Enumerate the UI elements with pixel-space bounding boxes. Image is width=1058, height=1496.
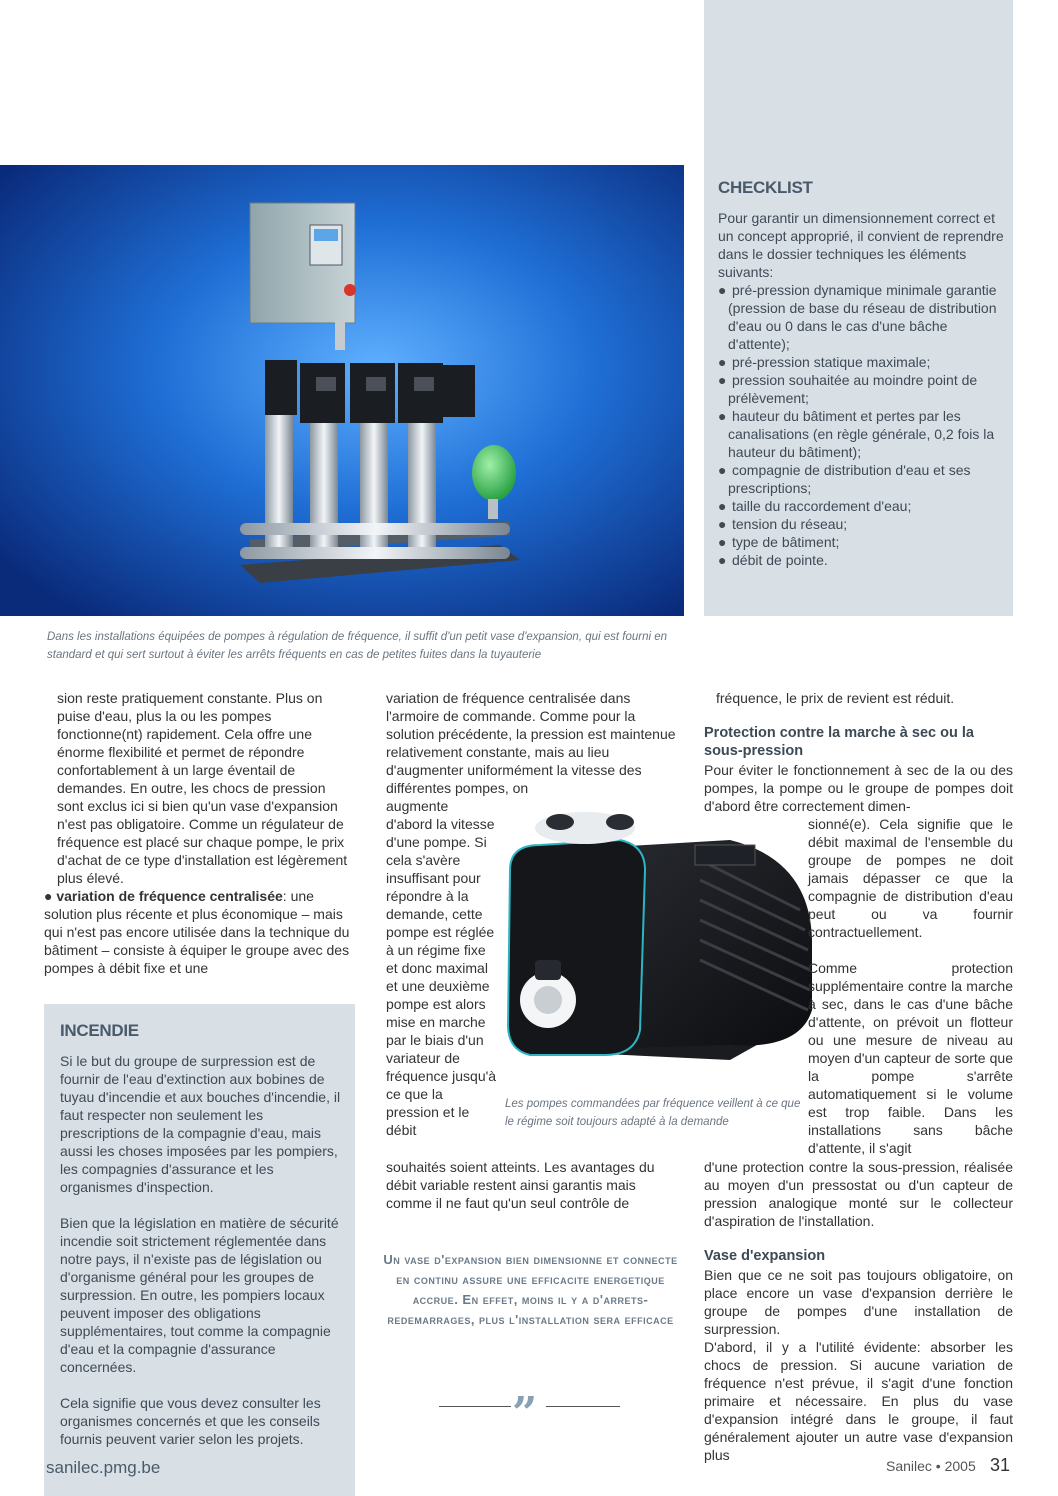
checklist-item-text: pré-pression statique maximale; (732, 354, 931, 370)
col3-p1d: d'une protection contre la sous-pression, réalisée au moyen d'un pressostat ou d'un capteur de pression analogique monté sur le collecteur d'aspiration de l'installation. (704, 1159, 1013, 1229)
footer-website[interactable]: sanilec.pmg.be (46, 1458, 161, 1477)
checklist-item-text: pré-pression dynamique minimale garantie (pression de base du réseau de distribution d'eau ou 0 dans le cas d'une bâche d'attente); (728, 282, 997, 352)
checklist-item (718, 551, 1004, 569)
checklist-items (718, 281, 1004, 569)
checklist-item (718, 515, 1004, 533)
col3-p1b: sionné(e). Cela signifie que le débit maximal de l'ensemble du groupe de pompes ne doit jamais dépasser ce que la compagnie de distribution d'eau peut ou va fournir contractuellement. (808, 816, 1013, 940)
col3-p1a: Pour éviter le fonctionnement à sec de la ou des pompes, la pompe ou le groupe de pompes doit d'abord être correctement dimen- (704, 762, 1013, 814)
col1-bullet: ● (44, 888, 53, 904)
incendie-p1: Si le but du groupe de surpression est de fournir de l'eau d'extinction aux bobines de tuyau d'incendie et aux bouches d'incendie, il faut respecter non seulement les prescriptions de la compagnie d'eau, mais aussi les choses imposées par les pompiers, les compagnies d'assurance et les organismes d'inspection. (60, 1053, 341, 1195)
column-1 (44, 689, 353, 977)
col2-narrow: augmente d'abord la vitesse d'une pompe. Si cela s'avère insuffisant pour répondre à la demande, cette pompe est réglée à un régime fixe et donc maximal et une deuxième pompe est alors mise en marche par le biais d'un variateur de fréquence jusqu'à ce que la pression et le débit (386, 798, 497, 1138)
bullet-icon: ● (718, 516, 727, 532)
frequency-pump-photo (500, 800, 820, 1095)
bullet-icon: ● (718, 552, 727, 568)
bullet-icon: ● (718, 462, 727, 478)
checklist-item-text: type de bâtiment; (732, 534, 840, 550)
incendie-p2: Bien que la législation en matière de sécurité incendie soit strictement réglementée dans notre pays, il n'existe pas de législation ou d'organisme général pour les groupes de surpression. En outre, les pompiers locaux peuvent imposer des obligations supplémentaires, tout comme la compagnie d'eau et la compagnie d'assurance concernées. (60, 1215, 339, 1375)
checklist-item-text: pression souhaitée au moindre point de prélèvement; (728, 372, 978, 406)
main-photo-caption: Dans les installations équipées de pompes à régulation de fréquence, il suffit d'un petit vase d'expansion, qui est fourni en standard et qui sert surtout à éviter les arrêts fréquents en cas de petites fuites dans la tuyauterie (47, 631, 668, 661)
checklist-body (718, 209, 1004, 569)
checklist-item-text: compagnie de distribution d'eau et ses prescriptions; (728, 462, 971, 496)
bullet-icon: ● (718, 282, 727, 298)
expansion-tank (472, 445, 516, 501)
col3-top: fréquence, le prix de revient est réduit. (716, 690, 955, 706)
checklist-item (718, 281, 1004, 353)
bullet-icon: ● (718, 498, 727, 514)
bullet-icon: ● (718, 372, 727, 388)
col2-top: variation de fréquence centralisée dans l'armoire de commande. Comme pour la solution précédente, la pression est maintenue relativement constante, mais au lieu d'augmenter uniformément la vitesse des différentes pompes, on (386, 690, 676, 796)
col1-text: sion reste pratiquement constante. Plus on puise d'eau, plus la ou les pompes fonctionne(nt) rapidement. Cela offre une énorme flexibilité et permet de répondre confortablement à un large éventail de demandes. En outre, les chocs de pression sont exclus ici si bien qu'un vase d'expansion n'est pas obligatoire. Comme un régulateur de fréquence est placé sur chaque pompe, le prix d'achat de ce type d'installation est légèrement plus élevé. (57, 690, 348, 886)
pull-quote: Un vase d'expansion bien dimensionne et connecte en continu assure une efficacite energetique accrue. En effet, moins il y a d'arrets-redemarrages, plus l'installation sera efficace (383, 1252, 678, 1327)
col1-bullet-bold: variation de fréquence centralisée (56, 888, 283, 904)
incendie-body (60, 1052, 344, 1466)
quote-mark-icon: ” (512, 1388, 538, 1439)
col2-bottom: souhaités soient atteints. Les avantages du débit variable restent ainsi garantis mais comme il ne faut qu'un seul contrôle de (386, 1159, 655, 1211)
checklist-item (718, 353, 1004, 371)
quote-divider-right (546, 1406, 620, 1407)
incendie-title: INCENDIE (60, 1021, 139, 1040)
col1-bullet-text: : une solution plus récente et plus économique – mais qui n'est pas encore utilisée dans la technique du bâtiment – consiste à équiper le groupe avec des pompes à débit fixe et une (44, 888, 350, 976)
checklist-item (718, 371, 1004, 407)
checklist-item (718, 533, 1004, 551)
col3-p1c: Comme protection supplémentaire contre la marche à sec, dans le cas d'une bâche d'attente, on prévoit un flotteur ou une mesure de niveau au moyen d'un capteur de sorte que la pompe s'arrête automatiquement si le volume est trop faible. Dans les installations sans bâche d'attente, il s'agit (808, 960, 1013, 1156)
col1-bullet-paragraph (44, 887, 353, 977)
col3-p2: Bien que ce ne soit pas toujours obligatoire, on place encore un vase d'expansion derrière le groupe de pompes d'une installation de surpression. (704, 1267, 1013, 1337)
pump-photo-caption: Les pompes commandées par fréquence veillent à ce que le régime soit toujours adapté à la demande (505, 1098, 801, 1128)
col3-heading-vase: Vase d'expansion (704, 1248, 826, 1264)
checklist-item-text: taille du raccordement d'eau; (732, 498, 912, 514)
bullet-icon: ● (718, 354, 727, 370)
quote-divider-left (439, 1406, 511, 1407)
footer-publication: Sanilec • 2005 (886, 1458, 976, 1474)
checklist-intro: Pour garantir un dimensionnement correct et un concept approprié, il convient de reprendre dans le dossier techniques les éléments suivants: (718, 210, 1004, 280)
incendie-p3: Cela signifie que vous devez consulter les organismes concernés et que les conseils fournis peuvent varier selon les projets. (60, 1395, 321, 1447)
frequency-pump-illustration (500, 800, 820, 1095)
checklist-title: CHECKLIST (718, 178, 813, 197)
page-number: 31 (990, 1455, 1011, 1475)
checklist-item (718, 461, 1004, 497)
checklist-item-text: tension du réseau; (732, 516, 848, 532)
bullet-icon: ● (718, 408, 727, 424)
col3-heading-protection: Protection contre la marche à sec ou la sous-pression (704, 725, 974, 759)
checklist-item (718, 407, 1004, 461)
checklist-item-text: débit de pointe. (732, 552, 828, 568)
checklist-item-text: hauteur du bâtiment et pertes par les canalisations (en règle générale, 0,2 fois la hauteur du bâtiment); (728, 408, 995, 460)
bullet-icon: ● (718, 534, 727, 550)
col3-p3: D'abord, il y a l'utilité évidente: absorber les chocs de pression. Si aucune variation de fréquence n'est prévue, il s'agit d'une fonction primaire et nécessaire. En plus du vase d'expansion intégré dans le groupe, il faut généralement ajouter un autre vase d'expansion plus (704, 1339, 1013, 1463)
booster-pump-photo (0, 165, 684, 616)
checklist-item (718, 497, 1004, 515)
booster-pump-illustration (0, 165, 684, 616)
